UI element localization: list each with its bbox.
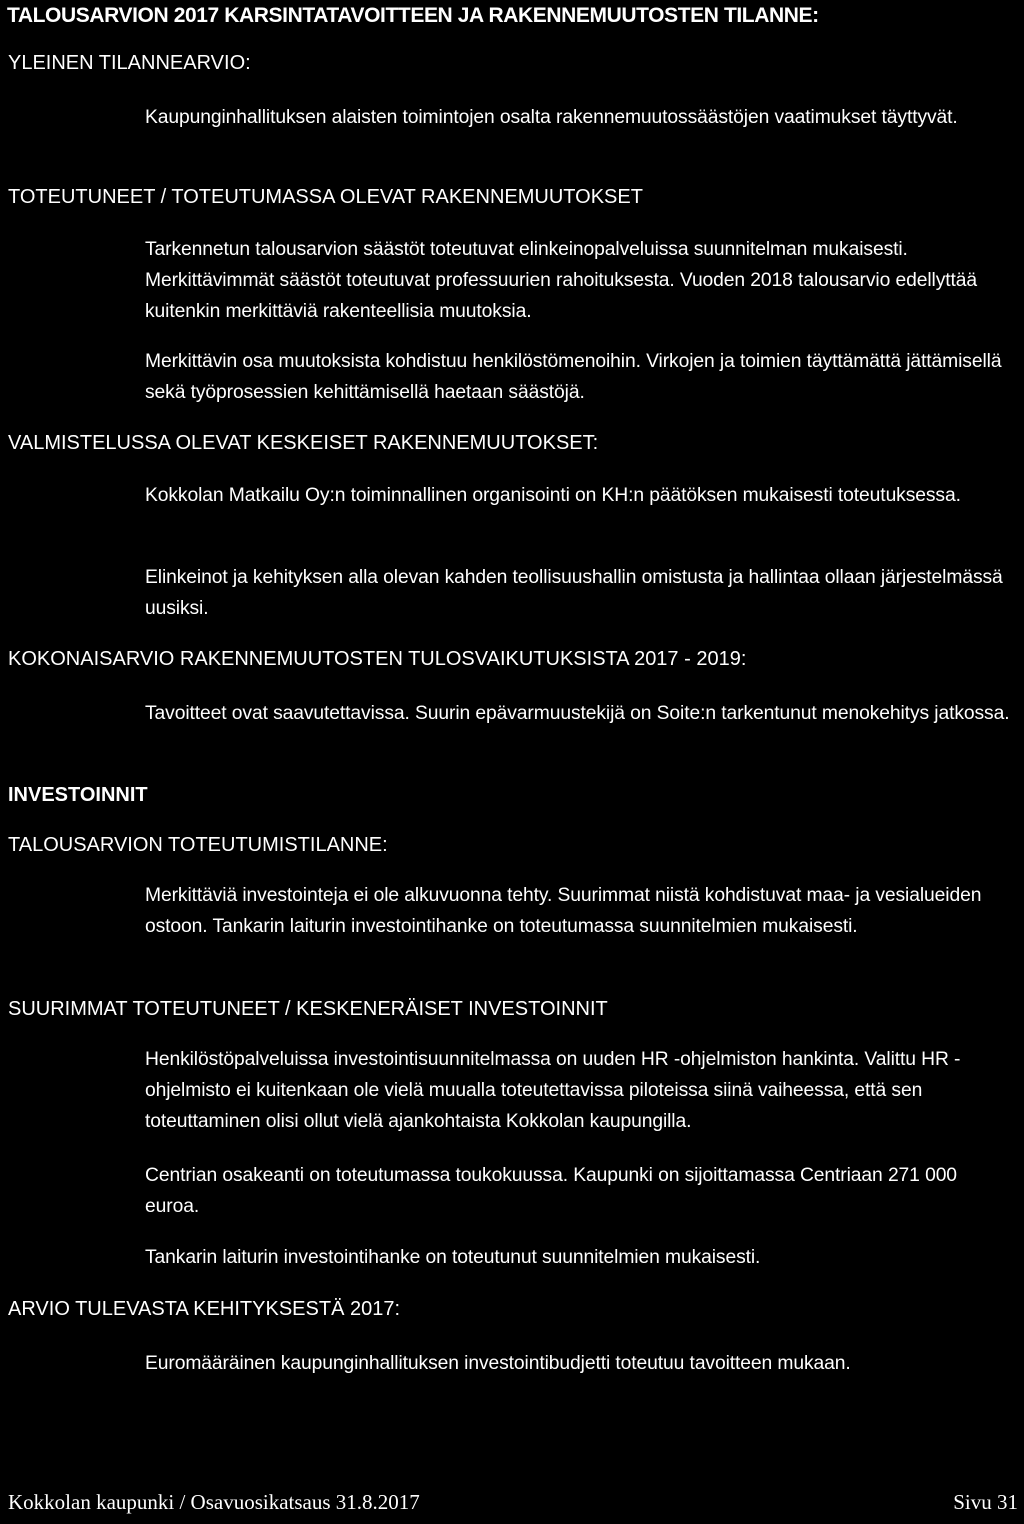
paragraph: Euromääräinen kaupunginhallituksen investointibudjetti toteutuu tavoitteen mukaan. [145, 1353, 851, 1374]
section-heading-overall-assessment: KOKONAISARVIO RAKENNEMUUTOSTEN TULOSVAIKUTUKSISTA 2017 - 2019: [8, 648, 747, 670]
paragraph: Henkilöstöpalveluissa investointisuunnitelmassa on uuden HR -ohjelmiston hankinta. Valittu HR -ohjelmisto ei kuitenkaan ole vielä muualla toteutettavissa piloteissa siinä vaiheessa, että sen toteuttaminen olisi ollut vielä ajankohtaista Kokkolan kaupungilla. [145, 1049, 961, 1132]
section-heading-investments: INVESTOINNIT [8, 784, 148, 806]
paragraph: Tarkennetun talousarvion säästöt toteutuvat elinkeinopalveluissa suunnitelman mukaisesti. Merkittävimmät säästöt toteutuvat professuurien rahoituksesta. Vuoden 2018 talousarvio edellyttää kuitenkin merkittäviä rakenteellisia muutoksia. [145, 239, 978, 322]
paragraph: Elinkeinot ja kehityksen alla olevan kahden teollisuushallin omistusta ja hallintaa ollaan järjestelmässä uusiksi. [145, 567, 1003, 619]
paragraph: Kaupunginhallituksen alaisten toimintojen osalta rakennemuutossäästöjen vaatimukset täyttyvät. [145, 107, 958, 128]
paragraph: Merkittävin osa muutoksista kohdistuu henkilöstömenoihin. Virkojen ja toimien täyttämättä jättämisellä sekä työprosessien kehittämisellä haetaan säästöjä. [145, 351, 1002, 403]
section-heading-changes-in-preparation: VALMISTELUSSA OLEVAT KESKEISET RAKENNEMUUTOKSET: [8, 432, 599, 454]
paragraph: Merkittäviä investointeja ei ole alkuvuonna tehty. Suurimmat niistä kohdistuvat maa- ja vesialueiden ostoon. Tankarin laiturin investointihanke on toteutumassa suunnitelmien mukaisesti. [145, 885, 982, 937]
section-heading-budget-status: TALOUSARVION TOTEUTUMISTILANNE: [8, 834, 388, 856]
footer-page-number: Sivu 31 [953, 1490, 1018, 1514]
section-heading-realized-changes: TOTEUTUNEET / TOTEUTUMASSA OLEVAT RAKENNEMUUTOKSET [8, 186, 643, 208]
section-heading-largest-investments: SUURIMMAT TOTEUTUNEET / KESKENERÄISET INVESTOINNIT [8, 998, 608, 1020]
page-title: TALOUSARVION 2017 KARSINTATAVOITTEEN JA RAKENNEMUUTOSTEN TILANNE: [7, 4, 819, 27]
section-heading-general-assessment: YLEINEN TILANNEARVIO: [8, 52, 251, 74]
section-heading-future-outlook: ARVIO TULEVASTA KEHITYKSESTÄ 2017: [8, 1298, 401, 1320]
paragraph: Centrian osakeanti on toteutumassa toukokuussa. Kaupunki on sijoittamassa Centriaan 271 000 euroa. [145, 1165, 957, 1217]
paragraph: Tankarin laiturin investointihanke on toteutunut suunnitelmien mukaisesti. [145, 1247, 761, 1268]
paragraph: Kokkolan Matkailu Oy:n toiminnallinen organisointi on KH:n päätöksen mukaisesti toteutuksessa. [145, 485, 961, 506]
footer-document-label: Kokkolan kaupunki / Osavuosikatsaus 31.8.2017 [8, 1490, 420, 1514]
paragraph: Tavoitteet ovat saavutettavissa. Suurin epävarmuustekijä on Soite:n tarkentunut menokehitys jatkossa. [145, 703, 1010, 724]
